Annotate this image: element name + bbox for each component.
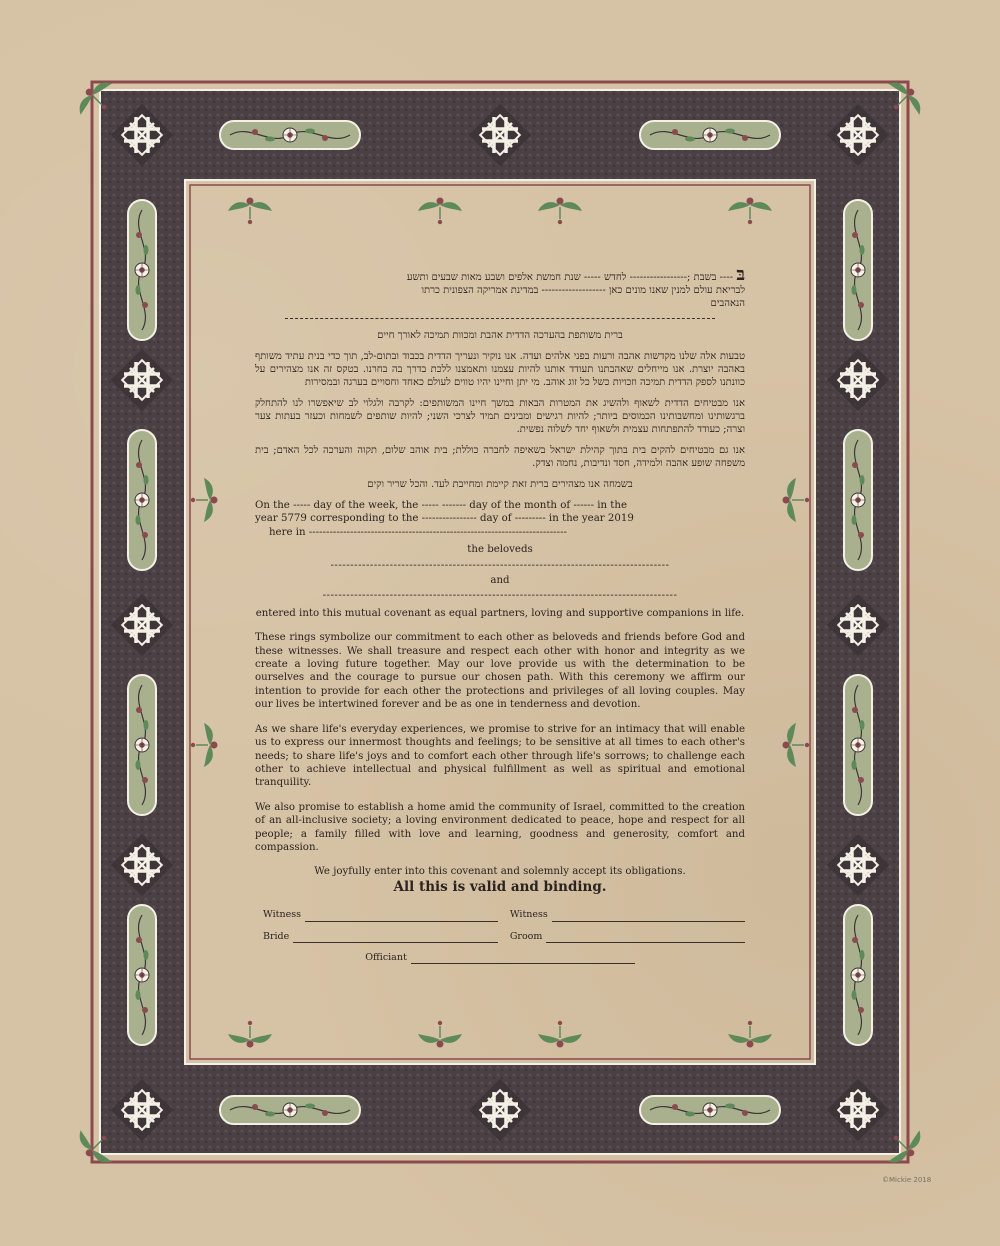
english-paragraph-home: We also promise to establish a home amid the community of Israel, committed to the creation of an all-inclusive society; a loving environment dedicated to peace, hope and respect for all people; a family filled with love and learning, goodness and generosity, comfort and compassion. [255, 801, 745, 853]
witness-1-label: Witness [263, 909, 301, 921]
name-dash-line-2: ------------------------------------------------------------------------------------------ [322, 590, 678, 602]
ketubah-text [255, 264, 745, 972]
joyfully-line: We joyfully enter into this covenant and solemnly accept its obligations. [314, 866, 686, 878]
couple-signature-row [255, 930, 745, 943]
witness-2-label: Witness [509, 909, 548, 921]
english-date-line-1: On the ----- day of the week, the ----- ------- day of the month of ------ in the [255, 500, 627, 511]
english-paragraph-rings: These rings symbolize our commitment to each other as beloveds and friends before God and these witnesses. We shall treasure and respect each other with honor and integrity as we create a loving future together. May our love provide us with the determination to be ourselves and the courage to pursue our chosen path. With this ceremony we affirm our intention to provide for each other the protections and privileges of all loving couples. May our lives be intertwined forever and be as one in tenderness and devotion. [255, 632, 745, 711]
witness-1-line [305, 913, 498, 922]
hebrew-paragraph-3: אנו גם מבטיחים להקים בית בתוך קהילת ישראל בשאיפה לחברה כוללת; בית אוהב שלום, תקוה והערכה לכל האדם; בית משפחה שופע אהבה ולמידה, חסד ונדיבות, נחמה וצדק. [255, 445, 745, 469]
hebrew-date-line-2: לבריאת עולם למנין שאנו מונים כאן ------------------- במדינת אמריקה הצפונית כרתו [421, 285, 745, 296]
english-date-block [255, 499, 745, 539]
groom-line [546, 934, 745, 943]
english-date-line-3: here in --------------------------------------------------------------------------- [269, 526, 567, 538]
officiant-label: Officiant [365, 951, 407, 963]
groom-label: Groom [509, 930, 543, 942]
officiant-signature-row [255, 951, 745, 964]
english-date-line-2: year 5779 corresponding to the ---------------- day of --------- in the year 2019 [255, 513, 634, 525]
and-label: and [490, 575, 510, 587]
officiant-signature[interactable] [365, 951, 635, 964]
hebrew-date-line-1: ---- בשבת ;----------------- לחדש ----- שנת חמשת אלפים ושבע מאות שבעים ותשע [406, 272, 734, 283]
beloveds-label: the beloveds [467, 544, 533, 556]
hebrew-paragraph-1: טבעות אלה שלנו מקדשות אהבה ורעות בפני אלהים ועדה. אנו נוקיר ונעריך הדדית בכבוד ובתום-לב, תוך כדי בנית עתיד משותף באהבה יוצרת. אנו מייחלים שאהבתנו תעודד אותנו להיות עצמנו ותאמצנו ללכת בדרך בה בחרנו. בטקס זה אנו מצהירים על כוונתנו לספק הדדית תמיכה וזכויות כשל כל זוג אוהב. מי יתן וחיינו יהיו טווים לעולם כאחד וחסויים בערגה ובמסירות [255, 351, 745, 388]
officiant-line [411, 955, 635, 964]
english-paragraph-share: As we share life's everyday experiences, we promise to strive for an intimacy that will enable us to express our innermost thoughts and feelings; to be sensitive at all times to each other's needs; to share life's joys and to comfort each other through life's sorrows; to challenge each other to achieve intellectual and physical fulfillment as well as spiritual and emotional tranquility. [255, 723, 745, 789]
bride-label: Bride [263, 930, 290, 942]
witness-2-line [552, 913, 745, 922]
witness-signature-row [255, 908, 745, 921]
copyright-mark: ©Mickie 2018 [882, 1176, 932, 1184]
name-dash-line-1: -------------------------------------------------------------------------------------- [330, 559, 670, 571]
hebrew-beloved-word: הנאהבים [710, 298, 745, 309]
witness-2-signature[interactable] [510, 908, 745, 921]
initial-letter: בּ [736, 264, 745, 285]
witness-1-signature[interactable] [255, 908, 498, 921]
entered-covenant-line: entered into this mutual covenant as equal partners, loving and supportive companions in life. [255, 607, 745, 619]
bride-line [293, 934, 498, 943]
hebrew-dash-divider [285, 318, 715, 319]
bride-signature[interactable] [255, 930, 498, 943]
hebrew-paragraph-2: אנו מבטיחים הדדית לשאוף ולהשיג את המטרות הבאות במשך חיינו המשותפים: לקרבה ולגלוי לב שיאפשרו לנו להתחלק ברגשותינו ומחשבותינו הכמוסים ביותר; להיות רגישים ומבינים תמיד לצרכי השני; להיות שותפים לשמחות וכעזר בעתות צער וצרה; כעודד להתפתחות עצמית ולשאוף יחד לשלוה נפשית. [255, 398, 745, 435]
hebrew-date-line [255, 264, 745, 310]
binding-statement: All this is valid and binding. [393, 878, 607, 895]
hebrew-paragraph-4: בשמחה אנו מצהירים ברית זאת קיימת ומחייבת לעד. והכל שריר וקים [367, 479, 633, 490]
hebrew-covenant-title: ברית משותפת בהערכה הדדית אהבת ומכוות תמיכה לאורך חיים [377, 330, 623, 341]
groom-signature[interactable] [510, 930, 745, 943]
